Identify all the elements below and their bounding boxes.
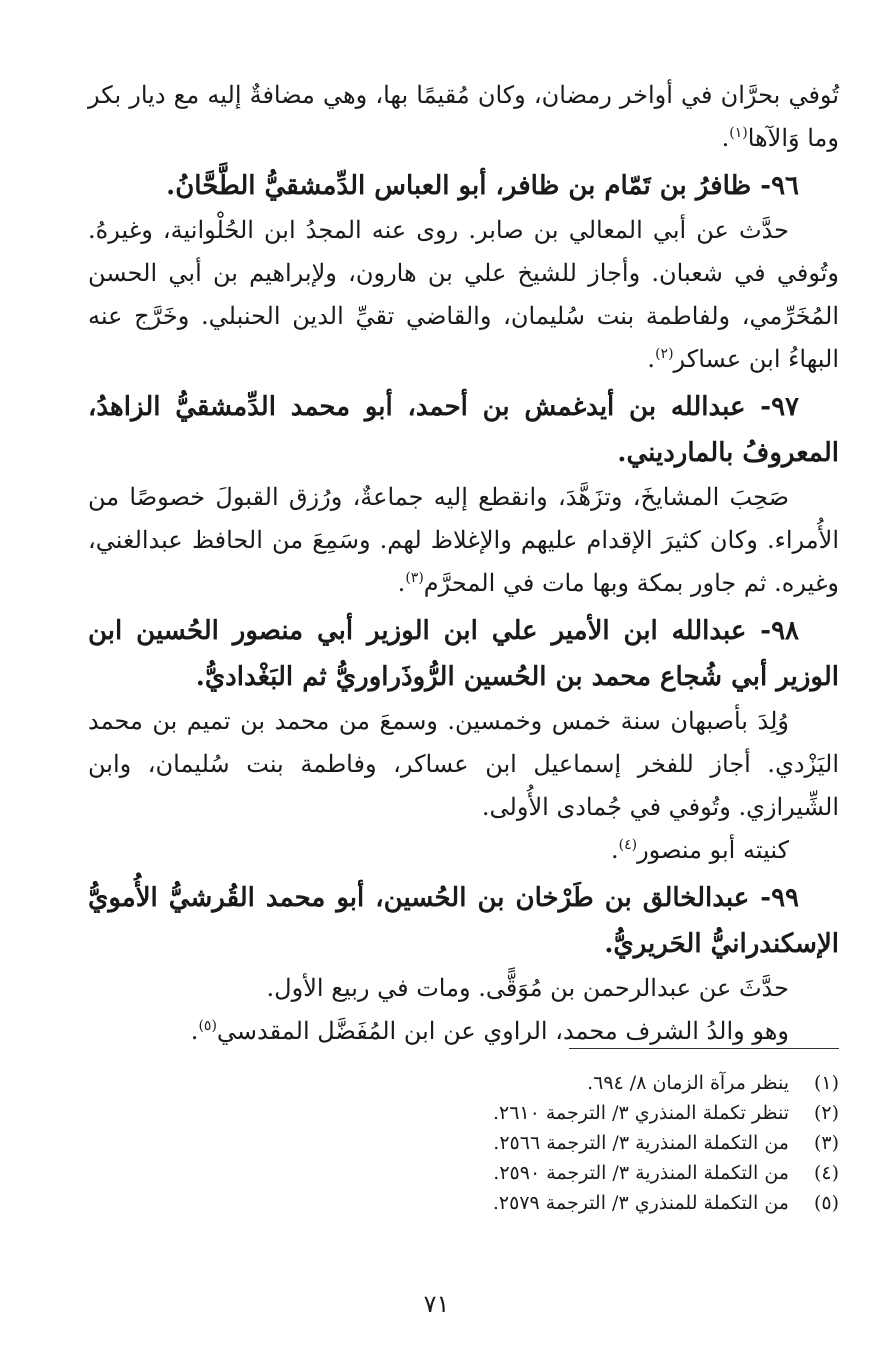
footnotes (88, 1068, 839, 1218)
footnote-number: (٣) (813, 1132, 839, 1154)
footnote-item (88, 1098, 839, 1128)
footnote-number: (٢) (813, 1102, 839, 1124)
paragraph-7: كنيته أبو منصور$^{(٤)}$. (610, 836, 789, 864)
footnote-number: (٥) (813, 1192, 839, 1214)
footnote-number: (١) (813, 1072, 839, 1094)
main-text (88, 74, 839, 1053)
paragraph-9: حدَّثَ عن عبدالرحمن بن مُوَقًّى. ومات في ربيع الأول. (266, 974, 789, 1002)
footnote-text: من التكملة للمنذري ٣/ الترجمة ٢٥٧٩. (492, 1192, 789, 1214)
paragraph-4: صَحِبَ المشايخَ، وتزَهَّدَ، وانقطع إليه جماعةٌ، ورُزق القبولَ خصوصًا من الأُمراء. وكان كثيرَ الإقدام عليهم والإغلاظ لهم. وسَمِعَ من الحافظ عبدالغني، وغيره. ثم جاور بمكة وبها مات في المحرَّم$^{(٣)}$. (88, 483, 839, 597)
footnote-text: من التكملة المنذرية ٣/ الترجمة ٢٥٦٦. (493, 1132, 789, 1154)
page-number: ٧١ (423, 1290, 450, 1318)
paragraph-0: تُوفي بحرَّان في أواخر رمضان، وكان مُقيمًا بها، وهي مضافةٌ إليه مع ديار بكر وما وَالآها$^{(١)}$. (88, 81, 839, 152)
footnote-item (88, 1128, 839, 1158)
footnote-text: تنظر تكملة المنذري ٣/ الترجمة ٢٦١٠. (492, 1102, 789, 1124)
footnote-item (88, 1068, 839, 1098)
entry-heading-98: ٩٨- عبدالله ابن الأمير علي ابن الوزير أبي منصور الحُسين ابن الوزير أبي شُجاع محمد بن الحُسين الرُّوذَراوريُّ ثم البَغْداديُّ. (88, 616, 839, 692)
entry-heading-99: ٩٩- عبدالخالق بن طَرْخان بن الحُسين، أبو محمد القُرشيُّ الأُمويُّ الإسكندرانيُّ الحَريريُّ. (88, 883, 839, 959)
footnote-number: (٤) (813, 1162, 839, 1184)
entry-heading-96: ٩٦- ظافرُ بن تَمّام بن ظافر، أبو العباس الدِّمشقيُّ الطَّحَّانُ. (166, 171, 799, 201)
paragraph-2: حدَّث عن أبي المعالي بن صابر. روى عنه المجدُ ابن الحُلْوانية، وغيرهُ. وتُوفي في شعبان. وأجاز للشيخ علي بن هارون، ولإبراهيم بن أبي الحسن المُخَرِّمي، ولفاطمة بنت سُليمان، والقاضي تقيِّ الدين الحنبلي. وخَرَّج عنه البهاءُ ابن عساكر$^{(٢)}$. (88, 216, 839, 373)
footnote-text: ينظر مرآة الزمان ٨/ ٦٩٤. (587, 1072, 789, 1094)
entry-heading-97: ٩٧- عبدالله بن أيدغمش بن أحمد، أبو محمد الدِّمشقيُّ الزاهدُ، المعروفُ بالمارديني. (88, 392, 839, 468)
paragraph-10: وهو والدُ الشرف محمد، الراوي عن ابن المُفَضَّل المقدسي$^{(٥)}$. (190, 1017, 789, 1045)
footnote-item (88, 1188, 839, 1218)
paragraph-6: وُلِدَ بأصبهان سنة خمس وخمسين. وسمعَ من محمد بن تميم بن محمد اليَزْدي. أجاز للفخر إسماعيل ابن عساكر، وفاطمة بنت سُليمان، وابن الشِّيرازي. وتُوفي في جُمادى الأُولى. (88, 707, 839, 821)
footnote-item (88, 1158, 839, 1188)
footnote-separator (569, 1048, 839, 1049)
footnote-text: من التكملة المنذرية ٣/ الترجمة ٢٥٩٠. (493, 1162, 789, 1184)
